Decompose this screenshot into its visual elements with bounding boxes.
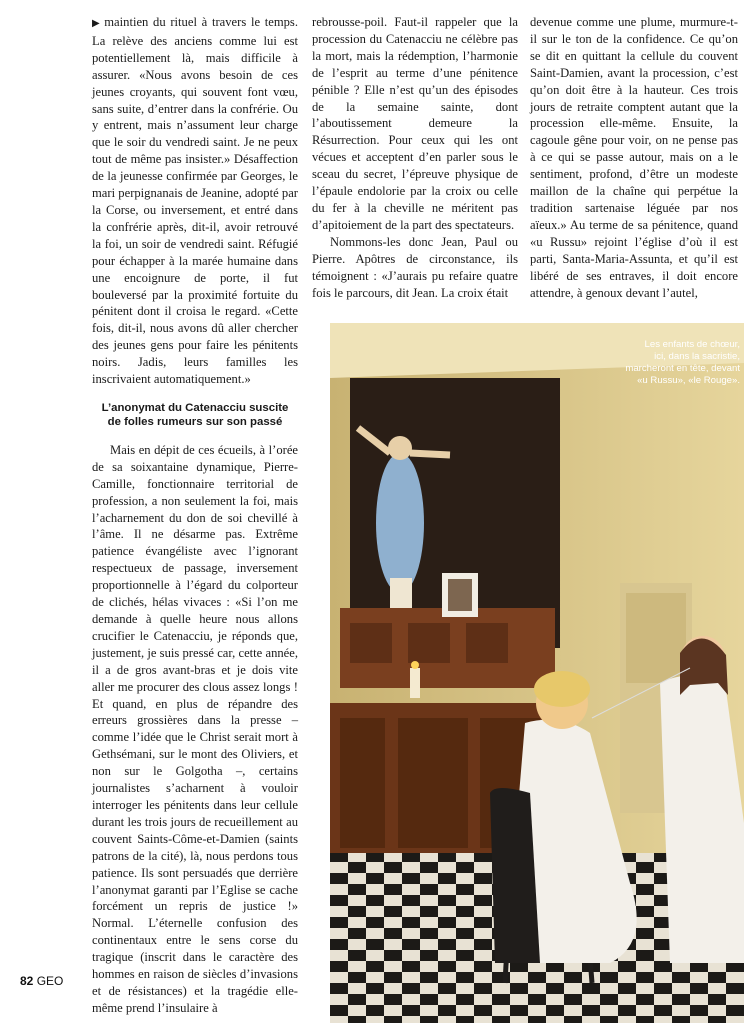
column3-paragraph-1: devenue comme une plume, murmure-t-il sur le ton de la confidence. Ce qu’on se dit en quittant la cellule du couvent Saint-Damien, avant la procession, c’est qu’on doit être à la hauteur. Ces trois jours de retraite comptent autant que la procession elle-même. Ensuite, la cagoule gêne pour voir, on ne pense pas à ce qui se passe autour, mais on a le sentiment, profond, d’être un modeste maillon de la chaîne qui perpétue la tradition sartenaise léguée par nos aïeux.» Au terme de sa pénitence, quand «u Russu» rejoint l’église d’où il est parti, Santa-Maria-Assunta, et qu’il est libéré de ses entraves, il doit encore attendre, à genoux devant l’autel, — [530, 15, 738, 300]
section-subheading — [92, 401, 298, 429]
sacristy-scene-image — [330, 323, 744, 1023]
column2-paragraph-2: Nommons-les donc Jean, Paul ou Pierre. Apôtres de circonstance, ils témoignent : «J’aurais pu refaire quatre fois le parcours, dit Jean. La croix était — [312, 234, 518, 300]
text-column-2 — [312, 14, 518, 301]
column2-paragraph-1: rebrousse-poil. Faut-il rappeler que la procession du Catenacciu ne célèbre pas la mort, mais la rédemption, l’harmonie de l’esprit au terme d’une pénitence pénible ? Elle n’est qu’un des épisodes de la semaine sainte, dont l’aboutissement demeure la Résurrection. Pour ceux qui les ont vécues et acceptent d’en parler sous le sceau du secret, l’épreuve physique de l’épaule endolorie par la croix ou celle du fer à la cheville ne méritent pas d’apitoiement de la part des spectateurs. — [312, 15, 518, 232]
continuation-arrow-icon: ▶ — [92, 18, 102, 29]
column1-body-paragraph: Mais en dépit de ces écueils, à l’orée de sa soixantaine dynamique, Pierre-Camille, fonctionnaire territorial de profession, a non seulement la foi, mais l’acharnement du don de soi chevillé à l’âme. Il ne désarme pas. Extrême patience évangéliste avec l’ignorant respectueux de passage, inversement proportionnelle à l’égard du colporteur de clichés, hélas vivaces : «Si l’on me demande à quelle heure nous allons crucifier le Catenacciu, je réponds que, justement, je suis pressé car, cette année, il a de gros avant-bras et je dois vite aller me procurer des clous assez longs ! Et quand, en plus de répandre des erreurs grossières dans la presse – comme l’idée que le Christ serait mort à Gethsémani, sur le mont des Oliviers, et non sur le Golgotha –, certains journalistes s’acharnent à vouloir interroger les pénitents dans leur cellule durant les trois jours de recueillement au couvent Saints-Côme-et-Damien (saints patrons de la cité), là, nous perdons tous patience. Ils sont persuadés que derrière l’anonymat garanti par l’Eglise se cache forcément un repris de justice !» Normal. L’éternelle confusion des continentaux entre le sens corse du tragique (inscrit dans le caractère des hommes en raison de siècles d’invasions et de résistances) et la tragédie elle-même prend l’insulaire à — [92, 442, 298, 1015]
sacristy-photo — [330, 323, 744, 1023]
caption-line-4: «u Russu», «le Rouge». — [637, 375, 740, 386]
photo-caption — [590, 339, 740, 387]
column1-lead-paragraph: maintien du rituel à travers le temps. La relève des anciens comme lui est potentiellement là, mais difficile à assurer. «Nous avons besoin de ces jeunes croyants, qui souvent font vœu, sans suite, d’entrer dans la confrérie. Ou y entrent, mais n’assument leur charge que le soir du vendredi saint. Je ne peux tout de même pas insister.» Désaffection de la jeunesse confirmée par Georges, le mari perpignanais de Jeanine, adopté par la Corse, ou inversement, et entré dans la confrérie après, dit-il, avoir retrouvé la foi, un soir de vendredi saint. Réfugié pour échapper à la marée humaine dans une encoignure de porte, il fut bouleversé par la proximité fortuite du pénitent dont il croisa le regard. «Cette fois, dit-il, nous avons dû aller chercher des jeunes gens pour faire les pénitents noirs. Jadis, leurs familles les inscrivaient automatiquement.» — [92, 15, 298, 387]
page-number: 82 — [20, 974, 34, 988]
caption-line-3: marcheront en tête, devant — [625, 363, 740, 374]
magazine-name: GEO — [36, 974, 64, 988]
text-column-3 — [530, 14, 738, 301]
caption-line-1: Les enfants de chœur, — [644, 339, 740, 350]
subheading-line-2: de folles rumeurs sur son passé — [107, 415, 283, 428]
text-column-1 — [92, 14, 298, 1017]
subheading-line-1: L’anonymat du Catenacciu suscite — [101, 401, 289, 414]
caption-line-2: ici, dans la sacristie, — [654, 351, 740, 362]
page-folio — [20, 974, 63, 988]
